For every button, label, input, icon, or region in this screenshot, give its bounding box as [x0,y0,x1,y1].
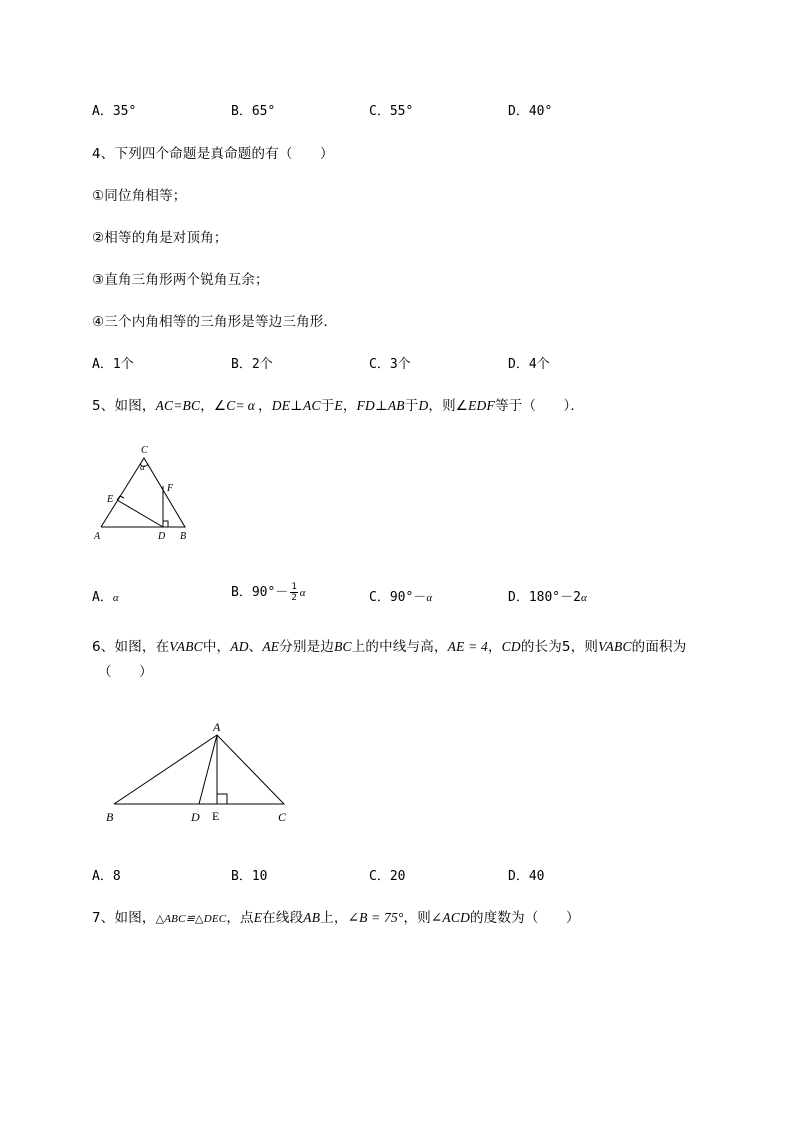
q7-text-3: 上， [320,910,348,926]
q5-fd-ab: FD⊥AB [356,398,405,413]
q5-label-d: D [158,531,166,542]
q6-triangle-2: VABC [598,639,632,654]
q4-statement-4: ④三个内角相等的三角形是等边三角形． [92,314,338,330]
q5-segment-ed [117,500,163,527]
q6-ae: AE [262,639,280,654]
q5-option-c-alpha: α [426,592,433,604]
q6-triangle-1: VABC [169,639,203,654]
q6-text-7: 的面积为 [631,639,687,655]
q5-option-b[interactable] [231,578,306,608]
q7-text-5: 的度数为（ ） [470,910,580,926]
q6-label-e: E [212,809,220,823]
q5-label-f: F [167,483,174,494]
q6-text-5: ， [487,639,502,655]
q4-option-b[interactable]: B．2个 [231,357,273,372]
q6-label-a: A [213,720,221,734]
q4-option-a[interactable]: A．1个 [92,357,134,372]
q5-right-angle-d [163,521,168,527]
q5-text-4: 等于（ ）． [494,398,585,414]
q6-text-4: 上的中线与高， [351,639,448,655]
q6-right-angle-e [217,794,227,804]
q6-label-b: B [106,810,114,824]
q4-stem: 4、下列四个命题是真命题的有（ ） [92,146,334,162]
q5-edf: EDF [468,398,495,413]
q3-option-c[interactable]: C．55° [369,104,414,119]
q6-option-c[interactable]: C．20 [369,869,406,884]
q7-prefix: 7、如图， [92,910,156,926]
q6-bc: BC [334,639,352,654]
q5-label-a: A [94,531,101,542]
q4-statement-1: ①同位角相等； [92,188,187,204]
q5-text-2: 于 [404,398,419,414]
q5-sep1: ，∠ [200,398,227,414]
q6-paren: （ ） [98,664,153,680]
q6-text-6: 的长为5，则 [520,639,599,655]
q6-triangle-abc [114,735,284,804]
q6-text-2: 、 [248,639,263,655]
q6-text-3: 分别是边 [279,639,335,655]
q6-text-1: 中， [202,639,231,655]
q6-option-b[interactable]: B．10 [231,869,268,884]
q7-text-1: ，点 [226,910,254,926]
q5-option-d-label: D．180°－2 [508,590,581,605]
q5-triangle-figure [90,440,200,545]
q5-option-a-label: A． [92,590,113,605]
q7-ab: AB [303,910,321,925]
q4-statement-2: ②相等的角是对顶角； [92,230,228,246]
q5-option-c-label: C．90°－ [369,590,427,605]
q7-angle-acd: ∠ACD [430,910,471,925]
q5-stem [92,394,584,414]
q3-option-d[interactable]: D．40° [508,104,553,119]
q5-option-b-label: B．90°－ [231,585,289,600]
q5-option-b-fraction [290,582,297,603]
q7-point-e: E [253,910,263,925]
q5-label-e: E [107,494,114,505]
q5-point-d: D [418,398,429,413]
q5-option-d[interactable] [508,586,587,605]
q7-text-4: ，则 [403,910,431,926]
q4-option-c[interactable]: C．3个 [369,357,411,372]
q6-ae-eq: AE = 4 [447,639,488,654]
q5-option-d-alpha: α [580,592,587,604]
q7-angle-b: ∠B = 75° [347,910,404,925]
q6-label-c: C [278,810,287,824]
q6-label-d: D [191,810,200,824]
q5-ac-bc: AC=BC [155,398,201,413]
q5-point-e: E [334,398,343,413]
q6-stem [92,635,686,655]
q5-fraction-numerator: 1 [291,582,297,592]
q5-option-b-alpha: α [299,587,306,599]
q5-option-c[interactable] [369,586,432,605]
q5-right-angle-e [117,496,124,500]
q5-prefix: 5、如图， [92,398,156,414]
q5-alpha: α [247,398,256,413]
q5-option-a-alpha: α [112,592,119,604]
q5-option-a[interactable] [92,586,119,605]
q6-option-d[interactable]: D．40 [508,869,545,884]
q6-ad: AD [230,639,249,654]
q3-option-b[interactable]: B．65° [231,104,276,119]
q5-de-ac: DE⊥AC [271,398,321,413]
q4-option-d[interactable]: D．4个 [508,357,550,372]
q5-text-3: ，则∠ [428,398,469,414]
q6-cd: CD [501,639,521,654]
q3-option-a[interactable]: A．35° [92,104,137,119]
q6-option-a[interactable]: A．8 [92,869,121,884]
q5-c-eq: C= [226,398,245,413]
q5-sep2: ， [258,398,272,414]
q5-label-c: C [141,445,148,456]
q6-prefix: 6、如图，在 [92,639,170,655]
q4-statement-3: ③直角三角形两个锐角互余； [92,272,269,288]
q5-label-b: B [180,531,187,542]
q7-text-2: 在线段 [262,910,304,926]
q5-label-alpha: α [140,462,145,472]
q5-sep3: ， [342,398,357,414]
q5-text-1: 于 [320,398,335,414]
q5-fraction-denominator: 2 [291,593,297,603]
q7-congruence: △ABC≌△DEC [155,913,227,925]
q7-stem [92,906,580,926]
q6-triangle-figure [100,718,300,828]
